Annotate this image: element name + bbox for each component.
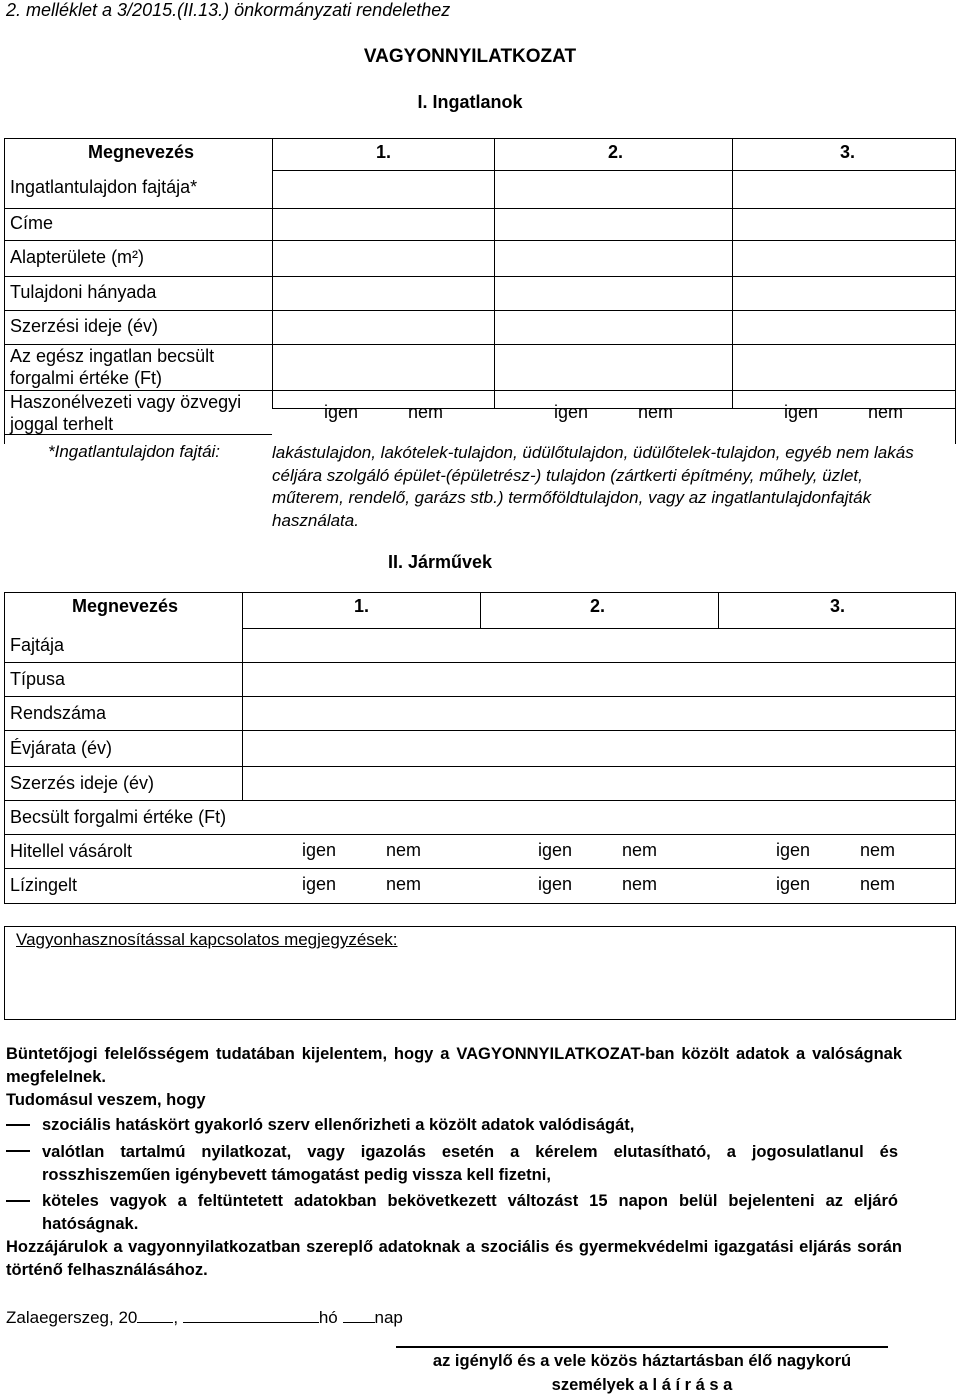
day-blank[interactable] <box>343 1306 375 1323</box>
place-label: Zalaegerszeg, 20 <box>6 1308 138 1327</box>
signature-caption-2: személyek a l á í r á s a <box>551 1376 733 1394</box>
no-option-3[interactable]: nem <box>868 402 904 422</box>
footnote-label: *Ingatlantulajdon fajtái: <box>48 442 221 461</box>
credit-yes-1[interactable]: igen <box>302 840 337 860</box>
yes-option-1[interactable]: igen <box>324 402 359 422</box>
header-col-1: 1. <box>376 142 392 162</box>
row-label-tulajdoni-hanyad: Tulajdoni hányada <box>10 282 157 302</box>
vehicle-row-lizingelt: Lízingelt <box>10 875 78 895</box>
real-estate-table <box>4 138 956 444</box>
yes-option-3[interactable]: igen <box>784 402 819 422</box>
vehicles-header-col-3: 3. <box>830 596 846 616</box>
vehicle-row-rendszama: Rendszáma <box>10 703 107 723</box>
credit-yes-2[interactable]: igen <box>538 840 573 860</box>
day-suffix: nap <box>374 1308 403 1327</box>
vehicle-row-hitellel: Hitellel vásárolt <box>10 841 133 861</box>
header-megnevezes: Megnevezés <box>88 142 195 162</box>
declaration-bullet-2: valótlan tartalmú nyilatkozat, vagy igazolás esetén a kérelem elutasítható, a jogosulatlanul és rosszhiszeműen igénybevett támogatást pedig vissza kell fizetni, <box>42 1143 898 1184</box>
signature-caption-1: az igénylő és a vele közös háztartásban élő nagykorú <box>432 1352 852 1370</box>
leasing-no-2[interactable]: nem <box>622 874 658 894</box>
vehicles-header-megnevezes: Megnevezés <box>72 596 179 616</box>
header-col-2: 2. <box>608 142 624 162</box>
section-vehicles-title: II. Járművek <box>388 552 493 572</box>
leasing-yes-3[interactable]: igen <box>776 874 811 894</box>
leasing-no-1[interactable]: nem <box>386 874 422 894</box>
no-option-1[interactable]: nem <box>408 402 444 422</box>
row-label-szerzesi-ido: Szerzési ideje (év) <box>10 316 159 336</box>
place-date-line <box>6 1306 403 1328</box>
month-suffix: hó <box>318 1308 338 1327</box>
vehicle-row-fajtaja: Fajtája <box>10 635 65 655</box>
section-real-estate-title: I. Ingatlanok <box>417 92 523 112</box>
credit-no-1[interactable]: nem <box>386 840 422 860</box>
declaration-bullet-3: köteles vagyok a feltüntetett adatokban bekövetkezett változást 15 napon belül bejelenteni az eljáró hatóságnak. <box>42 1192 898 1233</box>
footnote-text: lakástulajdon, lakótelek-tulajdon, üdülőtulajdon, üdülőtelek-tulajdon, egyéb nem lakás céljára szolgáló épület-(épületrész-) tulajdon (zártkerti építmény, műhely, üzlet, műterem, rendelő, garázs stb.) termőföldtulajdon, vagy az ingatlantulajdonfajták használata. <box>272 443 914 530</box>
leasing-yes-2[interactable]: igen <box>538 874 573 894</box>
declaration-paragraph-3: Hozzájárulok a vagyonnyilatkozatban szereplő adatoknak a szociális és gyermekvédelmi igazgatási eljárás során történő felhasználásához. <box>6 1238 902 1279</box>
signature-line[interactable] <box>396 1346 888 1348</box>
year-blank[interactable] <box>137 1306 173 1323</box>
comma: , <box>173 1308 179 1327</box>
leasing-no-3[interactable]: nem <box>860 874 896 894</box>
leasing-yes-1[interactable]: igen <box>302 874 337 894</box>
annex-reference: 2. melléklet a 3/2015.(II.13.) önkormányzati rendelethez <box>6 0 451 20</box>
vehicle-row-tipusa: Típusa <box>10 669 66 689</box>
row-label-ingatlan-fajta: Ingatlantulajdon fajtája* <box>10 177 198 197</box>
credit-yes-3[interactable]: igen <box>776 840 811 860</box>
bullet-dash-3 <box>6 1200 30 1202</box>
bullet-dash-2 <box>6 1150 30 1152</box>
vehicles-table <box>4 592 956 904</box>
credit-no-3[interactable]: nem <box>860 840 896 860</box>
declaration-bullet-1: szociális hatáskört gyakorló szerv ellenőrizheti a közölt adatok valódiságát, <box>42 1116 635 1134</box>
vehicles-header-col-1: 1. <box>354 596 370 616</box>
row-label-haszonelvezeti: Haszonélvezeti vagy özvegyi joggal terhelt <box>10 392 242 434</box>
declaration-paragraph-2: Tudomásul veszem, hogy <box>6 1091 206 1109</box>
yes-option-2[interactable]: igen <box>554 402 589 422</box>
credit-no-2[interactable]: nem <box>622 840 658 860</box>
remarks-label: Vagyonhasznosítással kapcsolatos megjegyzések: <box>16 930 398 949</box>
vehicle-row-evjarata: Évjárata (év) <box>10 738 113 758</box>
vehicles-header-col-2: 2. <box>590 596 606 616</box>
no-option-2[interactable]: nem <box>638 402 674 422</box>
bullet-dash-1 <box>6 1124 30 1126</box>
vehicle-row-forgalmi-ertek: Becsült forgalmi értéke (Ft) <box>10 807 227 827</box>
header-col-3: 3. <box>840 142 856 162</box>
month-blank[interactable] <box>183 1306 319 1323</box>
document-title: VAGYONNYILATKOZAT <box>363 46 577 67</box>
row-label-forgalmi-ertek: Az egész ingatlan becsült forgalmi értéke (Ft) <box>10 346 215 388</box>
row-label-alapterulet: Alapterülete (m²) <box>10 247 145 267</box>
row-label-cime: Címe <box>10 213 54 233</box>
declaration-paragraph-1: Büntetőjogi felelősségem tudatában kijelentem, hogy a VAGYONNYILATKOZAT-ban közölt adatok a valóságnak megfelelnek. <box>6 1045 902 1086</box>
vehicle-row-szerzes-ideje: Szerzés ideje (év) <box>10 773 155 793</box>
